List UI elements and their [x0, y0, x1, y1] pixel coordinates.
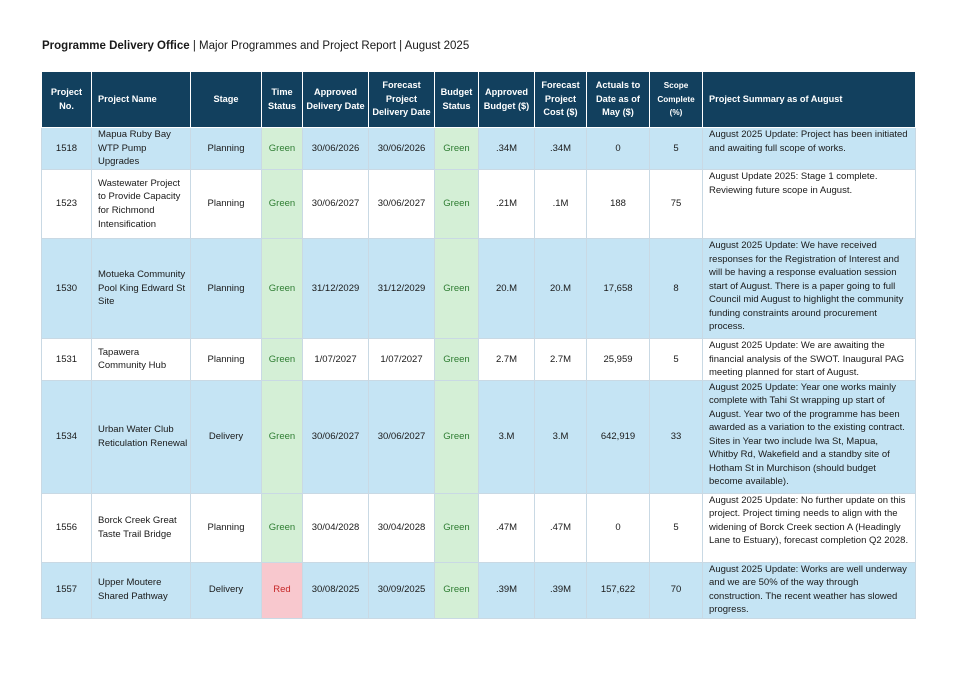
forecast-cost: .34M — [535, 128, 587, 170]
actuals-to-date: 17,658 — [587, 239, 650, 339]
approved-delivery-date: 31/12/2029 — [303, 239, 369, 339]
budget-status: Green — [435, 493, 479, 562]
title-separator: | — [189, 40, 200, 52]
project-name: Motueka Community Pool King Edward St Site — [92, 239, 191, 339]
table-row — [42, 562, 916, 618]
scope-complete: 5 — [650, 339, 703, 381]
approved-budget: .47M — [479, 493, 535, 562]
approved-budget: .39M — [479, 562, 535, 618]
actuals-to-date: 25,959 — [587, 339, 650, 381]
forecast-cost: 3.M — [535, 380, 587, 493]
col-approved-delivery-date: Approved Delivery Date — [303, 72, 369, 128]
project-no: 1523 — [42, 170, 92, 239]
actuals-to-date: 188 — [587, 170, 650, 239]
budget-status: Green — [435, 170, 479, 239]
actuals-to-date: 0 — [587, 128, 650, 170]
col-budget-status: Budget Status — [435, 72, 479, 128]
col-forecast-delivery-date: Forecast Project Delivery Date — [369, 72, 435, 128]
approved-delivery-date: 1/07/2027 — [303, 339, 369, 381]
time-status: Green — [262, 170, 303, 239]
forecast-cost: .47M — [535, 493, 587, 562]
project-stage: Delivery — [191, 380, 262, 493]
project-name: Mapua Ruby Bay WTP Pump Upgrades — [92, 128, 191, 170]
approved-budget: 20.M — [479, 239, 535, 339]
project-no: 1531 — [42, 339, 92, 381]
project-summary: August Update 2025: Stage 1 complete. Reviewing future scope in August. — [703, 170, 916, 239]
budget-status: Green — [435, 380, 479, 493]
approved-delivery-date: 30/06/2027 — [303, 170, 369, 239]
forecast-cost: .39M — [535, 562, 587, 618]
project-stage: Planning — [191, 339, 262, 381]
approved-delivery-date: 30/08/2025 — [303, 562, 369, 618]
actuals-to-date: 157,622 — [587, 562, 650, 618]
col-project-name: Project Name — [92, 72, 191, 128]
report-subtitle: Major Programmes and Project Report | August 2025 — [199, 40, 470, 52]
forecast-cost: 2.7M — [535, 339, 587, 381]
scope-complete: 8 — [650, 239, 703, 339]
budget-status: Green — [435, 562, 479, 618]
project-name: Urban Water Club Reticulation Renewal — [92, 380, 191, 493]
project-report-table — [41, 71, 916, 619]
budget-status: Green — [435, 128, 479, 170]
project-name: Tapawera Community Hub — [92, 339, 191, 381]
col-stage: Stage — [191, 72, 262, 128]
project-stage: Planning — [191, 170, 262, 239]
time-status: Green — [262, 493, 303, 562]
project-no: 1556 — [42, 493, 92, 562]
project-summary: August 2025 Update: We have received responses for the Registration of Interest and will be having a response evaluation session start of August. There is a paper going to full Council mid August to highlight the community funding constraints around procurement process. — [703, 239, 916, 339]
actuals-to-date: 0 — [587, 493, 650, 562]
forecast-delivery-date: 30/04/2028 — [369, 493, 435, 562]
actuals-to-date: 642,919 — [587, 380, 650, 493]
table-row — [42, 339, 916, 381]
project-summary: August 2025 Update: Project has been initiated and awaiting full scope of works. — [703, 128, 916, 170]
project-no: 1534 — [42, 380, 92, 493]
table-row — [42, 493, 916, 562]
col-actuals-to-date: Actuals to Date as of May ($) — [587, 72, 650, 128]
approved-budget: 2.7M — [479, 339, 535, 381]
time-status: Green — [262, 339, 303, 381]
project-no: 1518 — [42, 128, 92, 170]
project-summary: August 2025 Update: We are awaiting the financial analysis of the SWOT. Inaugural PAG meeting planned for start of August. — [703, 339, 916, 381]
scope-complete: 5 — [650, 128, 703, 170]
project-stage: Delivery — [191, 562, 262, 618]
project-stage: Planning — [191, 239, 262, 339]
forecast-delivery-date: 30/06/2027 — [369, 380, 435, 493]
budget-status: Green — [435, 239, 479, 339]
approved-budget: .21M — [479, 170, 535, 239]
table-header-row — [42, 72, 916, 128]
office-name: Programme Delivery Office — [42, 40, 190, 52]
col-time-status: Time Status — [262, 72, 303, 128]
budget-status: Green — [435, 339, 479, 381]
report-title — [42, 40, 469, 52]
project-stage: Planning — [191, 128, 262, 170]
project-no: 1557 — [42, 562, 92, 618]
forecast-delivery-date: 1/07/2027 — [369, 339, 435, 381]
table-row — [42, 128, 916, 170]
scope-complete: 75 — [650, 170, 703, 239]
time-status: Green — [262, 380, 303, 493]
table-row — [42, 239, 916, 339]
forecast-cost: .1M — [535, 170, 587, 239]
forecast-delivery-date: 30/09/2025 — [369, 562, 435, 618]
scope-complete: 5 — [650, 493, 703, 562]
col-approved-budget: Approved Budget ($) — [479, 72, 535, 128]
col-scope-complete: Scope Complete (%) — [650, 72, 703, 128]
approved-delivery-date: 30/06/2027 — [303, 380, 369, 493]
forecast-delivery-date: 30/06/2026 — [369, 128, 435, 170]
table-row — [42, 170, 916, 239]
time-status: Red — [262, 562, 303, 618]
project-name: Upper Moutere Shared Pathway — [92, 562, 191, 618]
forecast-cost: 20.M — [535, 239, 587, 339]
time-status: Green — [262, 128, 303, 170]
project-stage: Planning — [191, 493, 262, 562]
approved-delivery-date: 30/04/2028 — [303, 493, 369, 562]
approved-budget: 3.M — [479, 380, 535, 493]
col-project-no: Project No. — [42, 72, 92, 128]
time-status: Green — [262, 239, 303, 339]
table-row — [42, 380, 916, 493]
project-summary: August 2025 Update: Year one works mainly complete with Tahi St wrapping up start of August. Year two of the programme has been awarded as a variation to the existing contract. Sites in Year two include Iwa St, Mapua, Whitby Rd, Wakefield and a standby site of Hotham St in Murchison (should budget become available). — [703, 380, 916, 493]
col-forecast-cost: Forecast Project Cost ($) — [535, 72, 587, 128]
col-project-summary: Project Summary as of August — [703, 72, 916, 128]
project-name: Borck Creek Great Taste Trail Bridge — [92, 493, 191, 562]
project-summary: August 2025 Update: No further update on this project. Project timing needs to align with the widening of Borck Creek section A (Headingly Lane to Estuary), forecast completion Q2 2028. — [703, 493, 916, 562]
project-name: Wastewater Project to Provide Capacity for Richmond Intensification — [92, 170, 191, 239]
scope-complete: 70 — [650, 562, 703, 618]
forecast-delivery-date: 31/12/2029 — [369, 239, 435, 339]
forecast-delivery-date: 30/06/2027 — [369, 170, 435, 239]
project-no: 1530 — [42, 239, 92, 339]
approved-delivery-date: 30/06/2026 — [303, 128, 369, 170]
approved-budget: .34M — [479, 128, 535, 170]
scope-complete: 33 — [650, 380, 703, 493]
project-summary: August 2025 Update: Works are well underway and we are 50% of the way through construction. The recent weather has slowed progress. — [703, 562, 916, 618]
